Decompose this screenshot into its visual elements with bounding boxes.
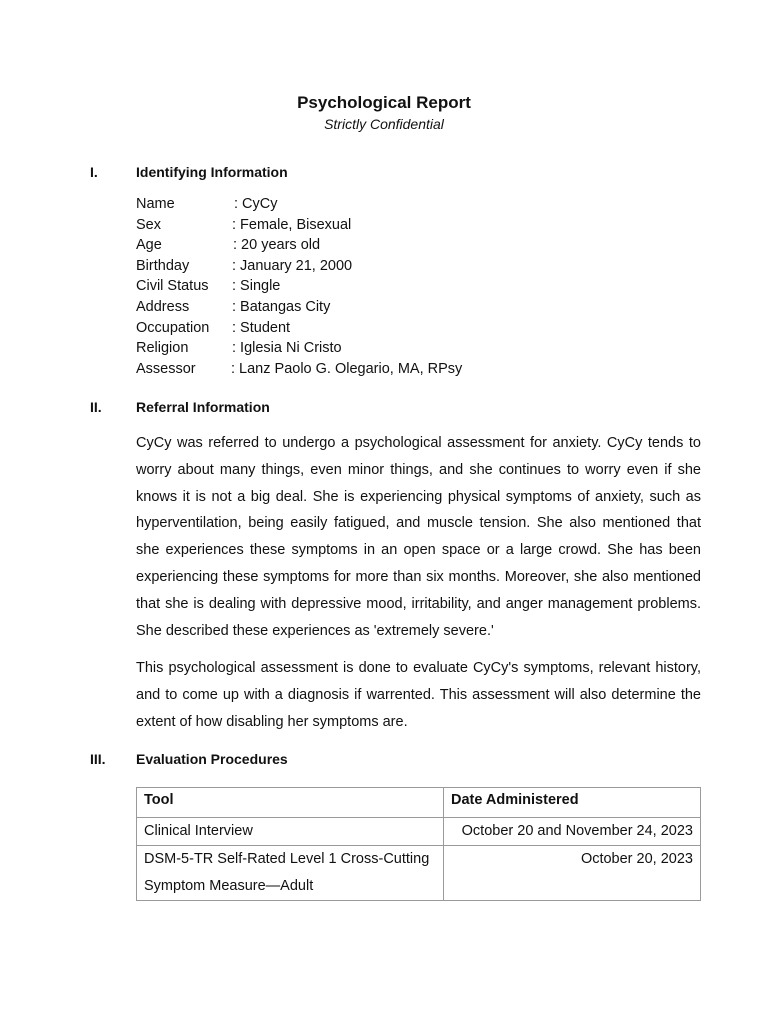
info-value: : January 21, 2000 bbox=[232, 257, 353, 274]
table-header-row bbox=[137, 788, 701, 818]
section-3-number: III. bbox=[90, 751, 106, 767]
referral-paragraph-1: CyCy was referred to undergo a psychological assessment for anxiety. CyCy tends to worry about many things, even minor things, and she continues to worry even if she knows it is not a big deal. She is experiencing physical symptoms of anxiety, such as hyperventilation, being easily fatigued, and muscle tension. She also mentioned that she experiences these symptoms in an open space or a large crowd. She has been experiencing these symptoms for more than six months. Moreover, she also mentioned that she is dealing with depressive mood, irritability, and anger management problems. She described these experiences as 'extremely severe.' bbox=[136, 435, 701, 639]
info-row-assessor bbox=[136, 359, 696, 380]
info-label: Civil Status bbox=[136, 278, 209, 295]
info-label: Occupation bbox=[136, 319, 210, 336]
info-row-name bbox=[136, 194, 696, 215]
identifying-info-list bbox=[136, 194, 696, 379]
section-1-number: I. bbox=[90, 164, 98, 180]
info-row-religion bbox=[136, 338, 696, 359]
info-value: : Batangas City bbox=[232, 298, 331, 315]
info-value: : 20 years old bbox=[233, 237, 321, 254]
section-2-title: Referral Information bbox=[136, 399, 270, 415]
table-header-tool: Tool bbox=[137, 788, 444, 818]
info-row-age bbox=[136, 235, 696, 256]
section-2-number: II. bbox=[90, 399, 102, 415]
info-value: : Single bbox=[232, 278, 281, 295]
info-value: : Lanz Paolo G. Olegario, MA, RPsy bbox=[231, 360, 463, 377]
table-cell-date: October 20, 2023 bbox=[444, 846, 701, 901]
section-1-title: Identifying Information bbox=[136, 164, 288, 180]
info-value: : Female, Bisexual bbox=[232, 216, 352, 233]
info-label: Religion bbox=[136, 340, 189, 357]
info-label: Age bbox=[136, 237, 162, 254]
table-cell-tool: Clinical Interview bbox=[137, 818, 444, 846]
evaluation-table bbox=[136, 787, 701, 901]
table-row bbox=[137, 818, 701, 846]
info-label: Sex bbox=[136, 216, 161, 233]
table-cell-tool: DSM-5-TR Self-Rated Level 1 Cross-Cutting Symptom Measure—Adult bbox=[137, 846, 444, 901]
info-row-occupation bbox=[136, 318, 696, 339]
table-cell-date: October 20 and November 24, 2023 bbox=[444, 818, 701, 846]
info-row-sex bbox=[136, 215, 696, 236]
info-row-civil-status bbox=[136, 276, 696, 297]
info-row-birthday bbox=[136, 256, 696, 277]
report-title: Psychological Report bbox=[297, 93, 471, 112]
report-subtitle: Strictly Confidential bbox=[324, 116, 444, 132]
info-label: Assessor bbox=[136, 360, 196, 377]
info-value: : CyCy bbox=[234, 196, 278, 212]
section-3-title: Evaluation Procedures bbox=[136, 751, 288, 767]
table-row bbox=[137, 846, 701, 901]
info-label: Address bbox=[136, 298, 190, 315]
info-value: : Iglesia Ni Cristo bbox=[232, 340, 342, 357]
info-label: Name bbox=[136, 196, 175, 212]
info-value: : Student bbox=[232, 319, 291, 336]
table-header-date: Date Administered bbox=[444, 788, 701, 818]
info-row-address bbox=[136, 297, 696, 318]
referral-paragraph-2: This psychological assessment is done to evaluate CyCy's symptoms, relevant history, and to come up with a diagnosis if warrented. This assessment will also determine the extent of how disabling her symptoms are. bbox=[136, 660, 701, 730]
info-label: Birthday bbox=[136, 257, 190, 274]
